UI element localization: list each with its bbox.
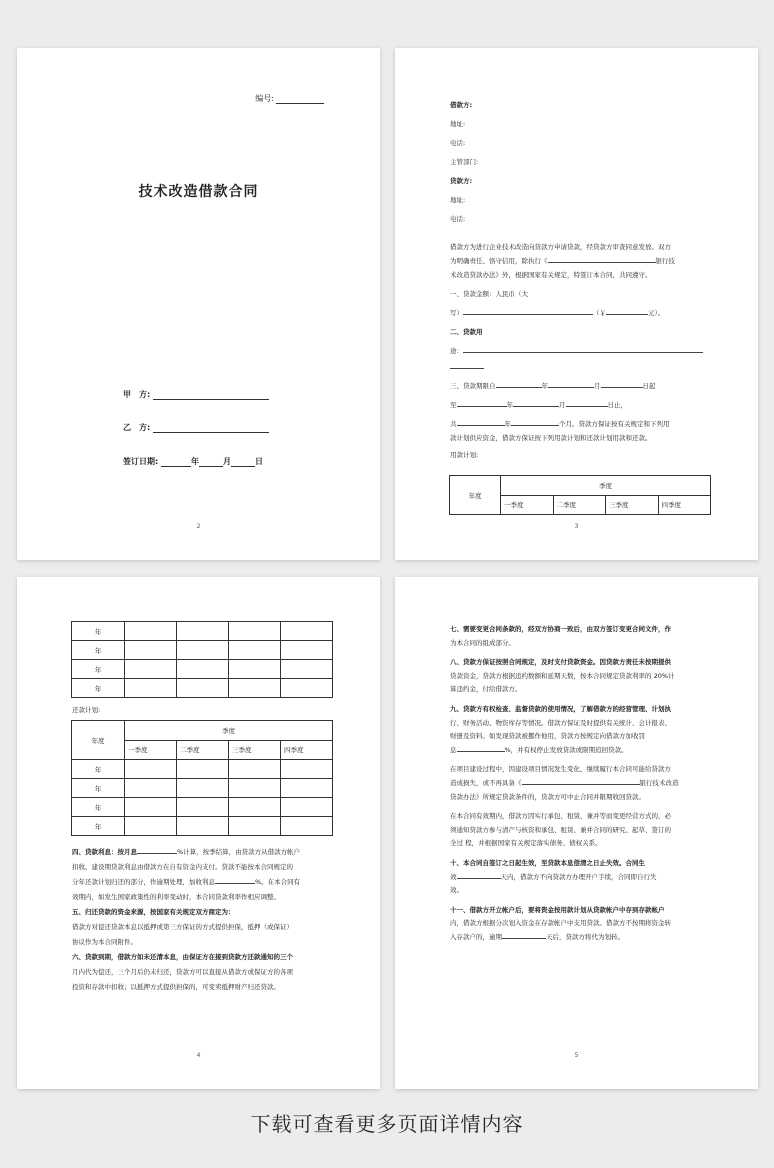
day-label: 日 xyxy=(255,457,263,466)
q1-header: 一季度 xyxy=(125,740,177,760)
month-blank xyxy=(199,458,223,467)
q1-header: 一季度 xyxy=(501,495,554,515)
usage-plan-table-cont xyxy=(71,621,333,698)
page-number: 4 xyxy=(196,1052,201,1059)
intro-line: 为明确责任、恪守信用，除执行《 银行技 xyxy=(450,257,675,265)
clauses-4-6 xyxy=(72,845,335,995)
table-row: 年 xyxy=(72,798,125,817)
year-header: 年度 xyxy=(72,721,125,760)
table-row: 年 xyxy=(72,817,125,836)
sign-date-row xyxy=(123,456,263,467)
repay-plan-label: 还款计划: xyxy=(72,706,101,714)
serial-number xyxy=(255,93,324,104)
sign-date-label: 签订日期: xyxy=(123,457,159,466)
clause-3-line: 三、贷款期限自 年 月 日起 xyxy=(450,382,656,390)
clause-7-line: 为本合同的组成部分。 xyxy=(450,638,515,647)
q2-header: 二季度 xyxy=(553,495,606,515)
q4-header: 四季度 xyxy=(281,740,333,760)
paragraph-line: 贷款办法》所规定贷款条件的，贷款方可中止合同并限期收回贷款。 xyxy=(450,792,645,801)
year-label: 年 xyxy=(191,457,199,466)
clause-5-line: 协议作为本合同附件。 xyxy=(72,938,137,946)
download-caption: 下载可查看更多页面详情内容 xyxy=(250,1112,524,1136)
clause-10-line: 十、本合同自签订之日起生效，至贷款本息偿清之日止失效。合同生 xyxy=(450,858,645,867)
clause-6-line: 月内代为偿还，三个月后仍未归还，贷款方可以直接从借款方或保证方的各项 xyxy=(72,968,293,976)
borrower-phone-label: 电话: xyxy=(450,139,466,147)
department-label: 主管部门: xyxy=(450,158,479,166)
repay-plan-table xyxy=(71,720,333,836)
year-blank xyxy=(161,458,191,467)
serial-blank xyxy=(276,95,324,104)
parties-block xyxy=(450,96,713,229)
clause-1: 一、贷款金额：人民币（大 xyxy=(450,290,528,298)
paragraph-line: 造成损失，或不再具备《 银行技术改造 xyxy=(450,778,679,787)
intro-line: 术改造贷款办法》外，根据国家有关规定，特签订本合同，共同遵守。 xyxy=(450,271,652,279)
q3-header: 三季度 xyxy=(229,740,281,760)
lender-label: 贷款方: xyxy=(450,177,473,185)
lender-address-label: 地址: xyxy=(450,196,466,204)
q3-header: 三季度 xyxy=(606,495,659,515)
party-b-row xyxy=(123,422,269,433)
clause-3-line: 款计划供应资金，借款方保证按下列用款计划和还款计划用款和还款。 xyxy=(450,434,652,442)
clause-4-line: 四、贷款利息：按月息 %计算，按季结算，由贷款方从借款方帐户 xyxy=(72,848,301,856)
table-row: 年 xyxy=(72,622,125,641)
borrower-label: 借款方: xyxy=(450,101,473,109)
paragraph-line: 在本合同有效期内，借款方因实行承包、租赁、兼并等而变更经营方式的，必 xyxy=(450,812,671,821)
clauses-7-11 xyxy=(450,623,713,944)
table-row: 年 xyxy=(72,660,125,679)
clause-6-line: 六、贷款到期，借款方如未还清本息，由保证方在接到贷款方还款通知的三个 xyxy=(72,953,293,961)
month-label: 月 xyxy=(223,457,231,466)
serial-label: 编号: xyxy=(255,94,274,103)
party-b-blank xyxy=(153,424,269,433)
party-a-label: 甲 方: xyxy=(123,390,151,399)
clause-9-line: 行、财务活动、物资库存等情况。借款方保证及时提供有关统计、会计报表、 xyxy=(450,718,671,727)
day-blank xyxy=(231,458,255,467)
clause-8-line: 八、贷款方保证按照合同规定，及时支付贷款资金。因贷款方责任未按期提供 xyxy=(450,658,671,667)
terms-block xyxy=(450,240,713,462)
clause-8-line: 贷款资金，贷款方根据违约数额和延期天数，按本合同规定贷款利率的 20%计 xyxy=(450,671,675,680)
q4-header: 四季度 xyxy=(658,495,711,515)
usage-plan-label: 用款计划: xyxy=(450,451,479,459)
party-b-label: 乙 方: xyxy=(123,423,151,432)
clause-5-line: 五、归还贷款的资金来源，按国家有关规定双方商定为： xyxy=(72,908,235,916)
clause-1-line: 写） （￥ 元）。 xyxy=(450,309,665,317)
page-clauses-7-11 xyxy=(395,577,758,1089)
clause-2: 二、贷款用 xyxy=(450,328,483,336)
year-header: 年度 xyxy=(450,476,501,515)
borrower-address-label: 地址: xyxy=(450,120,466,128)
page-plans-interest xyxy=(17,577,380,1089)
party-a-row xyxy=(123,389,269,400)
clause-3-line: 共 年 个月。贷款方保证按有关规定和下列用 xyxy=(450,420,670,428)
table-row: 年 xyxy=(72,641,125,660)
lender-phone-label: 电话: xyxy=(450,215,466,223)
clause-2-line xyxy=(450,360,713,374)
clause-5-line: 借款方对偿还贷款本息以抵押或第三方保证的方式提供担保，抵押（或保证） xyxy=(72,923,293,931)
clause-4-line: 分年还款计划归还的部分，作逾期处理，加收利息 %。在本合同有 xyxy=(72,878,301,886)
table-row: 年 xyxy=(72,679,125,698)
contract-title: 技术改造借款合同 xyxy=(138,184,259,200)
clause-9-line: 息 %，并有权停止发放贷款或限期追回贷款。 xyxy=(450,745,628,754)
paragraph-line: 在项目建设过程中，因建设项目情况发生变化，继续履行本合同可能给贷款方 xyxy=(450,765,671,774)
clause-11-line: 内，借款方根据分次划入资金在存款帐户中支用贷款。借款方不按期将资金转 xyxy=(450,919,671,928)
clause-11-line: 十一、借款方开立帐户后，要将资金按用款计划从贷款帐户中存到存款帐户 xyxy=(450,905,665,914)
page-parties-terms xyxy=(395,48,758,560)
paragraph-line: 须通知贷款方参与清产与核资和承包、租赁、兼并合同的研究、起草、签订的 xyxy=(450,825,671,834)
page-number: 5 xyxy=(574,1052,579,1059)
q2-header: 二季度 xyxy=(177,740,229,760)
clause-9-line: 九、贷款方有权检查、监督贷款的使用情况，了解借款方的经营管理、计划执 xyxy=(450,704,671,713)
page-cover xyxy=(17,48,380,560)
party-a-blank xyxy=(153,391,269,400)
table-row: 年 xyxy=(72,760,125,779)
clause-2-line: 途： xyxy=(450,344,713,358)
usage-plan-table xyxy=(449,475,711,515)
clause-6-line: 投资和存款中扣收；以抵押方式提供担保的，可变卖抵押财产归还贷款。 xyxy=(72,983,280,991)
clause-10-line: 效。 xyxy=(450,886,463,895)
table-row: 年 xyxy=(72,779,125,798)
page-number: 2 xyxy=(196,523,201,530)
quarter-header: 季度 xyxy=(501,476,711,496)
quarter-header: 季度 xyxy=(125,721,333,741)
clause-11-line: 入存款户的，逾期 天后，贷款方将代为划转。 xyxy=(450,932,624,941)
clause-9-line: 财册及资料。如发现贷款被挪作他用，贷款方按规定向借款方加收罚 xyxy=(450,732,645,741)
paragraph-line: 全过 程，并根据国家有关规定落实债务、债权关系。 xyxy=(450,839,602,848)
intro-line: 借款方为进行企业技术改造向贷款方申请贷款，经贷款方审查同意发放。双方 xyxy=(450,243,671,251)
clause-8-line: 算违约金，付给借款方。 xyxy=(450,685,522,694)
clause-7-line: 七、需要变更合同条款的，经双方协商一致后，由双方签订变更合同文件，作 xyxy=(450,625,671,633)
clause-4-line: 效期内，如发生国家政策性的利率变动时，本合同贷款利率作相应调整。 xyxy=(72,893,280,901)
clause-10-line: 效 天内，借款方不向贷款方办理开户手续，合同即自行失 xyxy=(450,872,657,881)
clause-3-line: 至 年 月 日止， xyxy=(450,401,627,409)
page-number: 3 xyxy=(574,523,579,530)
clause-4-line: 扣收。建设期贷款利息由借款方在自有资金内支付。贷款不能按本合同规定的 xyxy=(72,863,293,871)
